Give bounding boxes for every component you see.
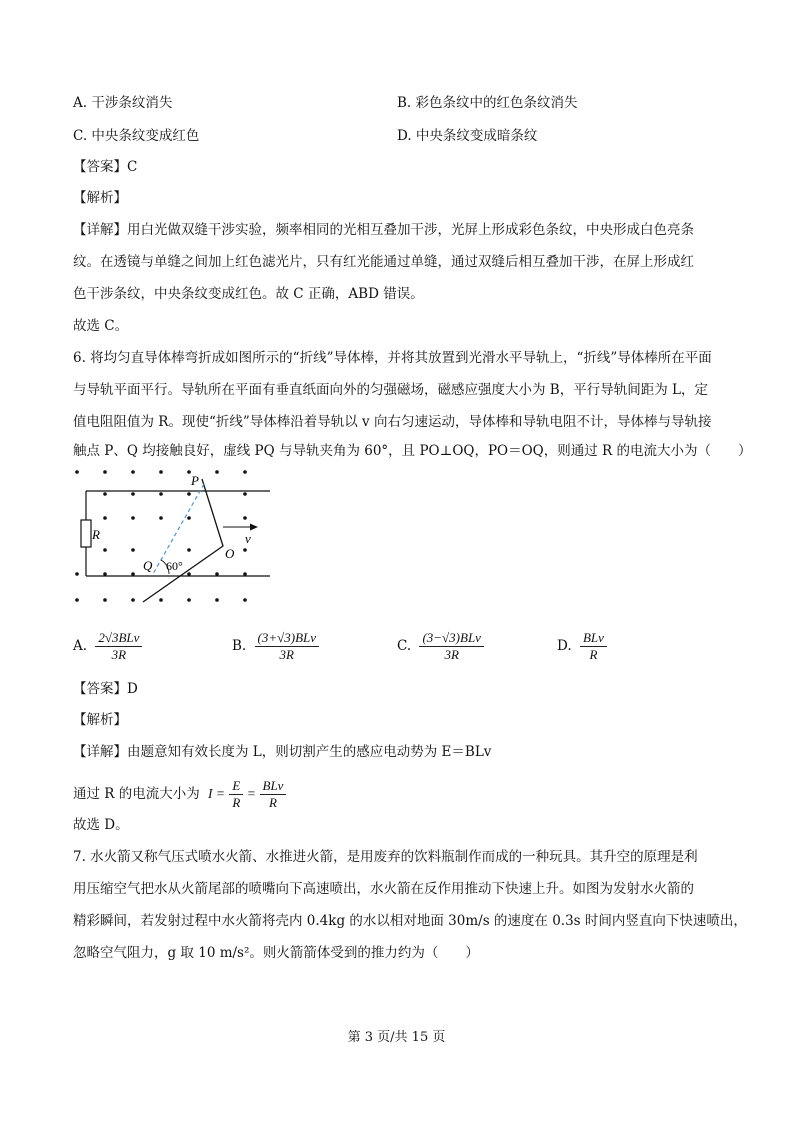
q5-option-c: C. 中央条纹变成红色 <box>73 128 200 144</box>
fraction-denominator: 3R <box>444 647 459 662</box>
q6-detail2-text: 通过 R 的电流大小为 <box>73 786 200 802</box>
fraction-numerator: BLv <box>260 778 287 795</box>
q6-detail-line2 <box>73 778 286 811</box>
q5-conclusion: 故选 C。 <box>73 318 129 334</box>
q6-answer: 【答案】D <box>73 681 138 697</box>
fraction-denominator: 3R <box>111 647 127 662</box>
q5-detail-line2: 纹。在透镜与单缝之间加上红色滤光片，只有红光能通过单缝，通过双缝后相互叠加干涉，在屏上形成红 <box>73 254 694 270</box>
q6-option-b <box>232 630 319 663</box>
q6-figure <box>68 466 278 606</box>
fraction-numerator: (3+√3)BLv <box>255 630 320 647</box>
q5-option-d: D. 中央条纹变成暗条纹 <box>397 128 538 144</box>
q6-stem-line2: 与导轨平面平行。导轨所在平面有垂直纸面向外的匀强磁场，磁感应强度大小为 B，平行导轨间距为 L，定 <box>73 382 708 398</box>
q6-option-d <box>557 630 607 663</box>
q5-analysis-heading: 【解析】 <box>73 190 127 206</box>
label-angle: 60° <box>166 559 183 573</box>
label-O: O <box>225 546 235 561</box>
label-P: P <box>191 473 199 488</box>
q6-stem-line1: 6. 将均匀直导体棒弯折成如图所示的“折线”导体棒，并将其放置到光滑水平导轨上，“折线”导体棒所在平面 <box>73 350 712 366</box>
q7-stem-line1: 7. 水火箭又称气压式喷水火箭、水推进火箭，是用废弃的饮料瓶制作而成的一种玩具。其升空的原理是利 <box>73 849 698 865</box>
formula-fraction-1 <box>229 778 243 811</box>
q6-option-c <box>397 630 484 663</box>
q6-option-d-fraction <box>580 630 607 663</box>
fraction-denominator: R <box>589 647 598 662</box>
q6-option-b-fraction <box>255 630 320 663</box>
q5-option-a: A. 干涉条纹消失 <box>73 95 173 111</box>
q6-option-a-fraction <box>95 630 142 663</box>
q5-option-b: B. 彩色条纹中的红色条纹消失 <box>397 95 578 111</box>
q6-analysis-heading: 【解析】 <box>73 712 127 728</box>
fraction-numerator: E <box>229 778 243 795</box>
q6-option-a <box>73 630 142 663</box>
q5-detail-line1: 【详解】用白光做双缝干涉实验，频率相同的光相互叠加干涉，光屏上形成彩色条纹，中央形成白色亮条 <box>73 222 694 238</box>
velocity-arrow-head <box>250 524 258 531</box>
formula-fraction-2 <box>260 778 287 811</box>
fraction-numerator: (3−√3)BLv <box>419 630 484 647</box>
q5-answer: 【答案】C <box>73 159 138 175</box>
q6-stem-line3: 值电阻阻值为 R。现使“折线”导体棒沿着导轨以 v 向右匀速运动，导体棒和导轨电阻不计，导体棒与导轨接 <box>73 414 712 430</box>
fraction-numerator: 2√3BLv <box>95 630 142 647</box>
formula-equals: = <box>247 786 256 801</box>
q6-conclusion: 故选 D。 <box>73 817 129 833</box>
q6-option-b-label: B. <box>232 638 247 654</box>
resistor <box>81 520 91 547</box>
label-R: R <box>92 527 100 542</box>
label-Q: Q <box>143 558 153 573</box>
q7-stem-line2: 用压缩空气把水从火箭尾部的喷嘴向下高速喷出，水火箭在反作用推动下快速上升。如图为发射水火箭的 <box>73 881 694 897</box>
formula-lhs: I = <box>208 786 226 801</box>
q6-option-c-label: C. <box>397 638 412 654</box>
fraction-denominator: R <box>269 795 277 810</box>
q6-stem-line4: 触点 P、Q 均接触良好，虚线 PQ 与导轨夹角为 60°，且 PO⊥OQ，PO＝OQ，则通过 R 的电流大小为（ ） <box>73 443 752 459</box>
magnetic-field-dots <box>75 470 247 602</box>
q6-option-c-fraction <box>419 630 484 663</box>
q6-detail-line1: 【详解】由题意知有效长度为 L，则切割产生的感应电动势为 E＝BLv <box>73 744 492 760</box>
fraction-numerator: BLv <box>580 630 607 647</box>
q6-option-d-label: D. <box>557 638 572 654</box>
q6-option-a-label: A. <box>73 638 88 654</box>
page-footer: 第 3 页/共 15 页 <box>347 1030 446 1045</box>
q7-stem-line4: 忽略空气阻力，g 取 10 m/s²。则火箭箭体受到的推力约为（ ） <box>73 945 479 961</box>
bent-rod <box>143 479 223 602</box>
q5-detail-line3: 色干涉条纹，中央条纹变成红色。故 C 正确，ABD 错误。 <box>73 286 424 302</box>
fraction-denominator: 3R <box>279 647 294 662</box>
fraction-denominator: R <box>232 795 241 810</box>
label-v: v <box>245 531 251 546</box>
q7-stem-line3: 精彩瞬间，若发射过程中水火箭将壳内 0.4kg 的水以相对地面 30m/s 的速度在 0.3s 时间内竖直向下快速喷出， <box>73 913 747 929</box>
